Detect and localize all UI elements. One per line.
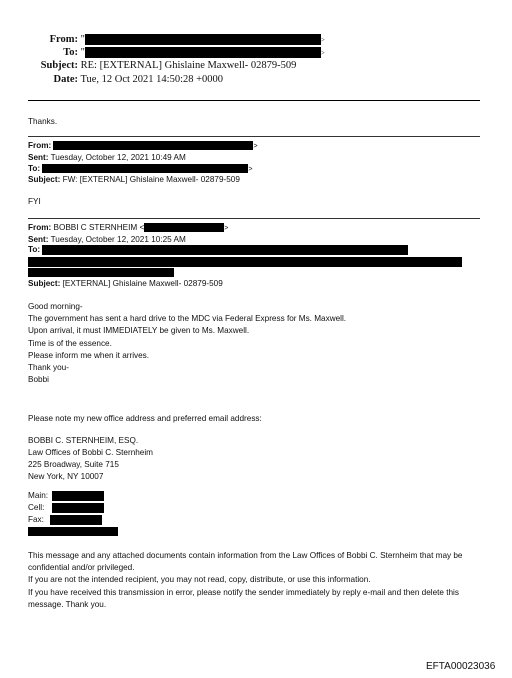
orig-subject: [EXTERNAL] Ghislaine Maxwell- 02879-509 [62, 279, 223, 288]
header-subject-row [40, 60, 296, 71]
header-to-label: To: [63, 47, 78, 58]
redaction-block [42, 245, 408, 255]
contact-cell-row [28, 503, 104, 513]
gt-symbol: > [320, 49, 325, 57]
disclaimer-line: If you are not the intended recipient, you may not read, copy, distribute, or use this information. [28, 575, 371, 585]
body-line: Good morning- [28, 302, 83, 311]
reply-to-row [28, 164, 253, 173]
orig-subject-row [28, 279, 223, 288]
signature-line: BOBBI C. STERNHEIM, ESQ. [28, 436, 139, 445]
reply-subject-label: Subject: [28, 175, 61, 184]
body-line: The government has sent a hard drive to the MDC via Federal Express for Ms. Maxwell. [28, 314, 347, 324]
contact-fax-label: Fax: [28, 515, 44, 525]
body-line: Please inform me when it arrives. [28, 350, 150, 360]
orig-sent-label: Sent: [28, 235, 49, 244]
reply-sent: Tuesday, October 12, 2021 10:49 AM [50, 153, 186, 162]
redaction-block [52, 491, 104, 501]
body-line: Upon arrival, it must IMMEDIATELY be given to Ms. Maxwell. [28, 326, 250, 336]
orig-from-label: From: [28, 223, 52, 232]
gt-symbol: > [224, 225, 229, 232]
office-note: Please note my new office address and preferred email address: [28, 414, 262, 423]
reply-fyi: FYI [28, 197, 41, 206]
body-line: Bobbi [28, 375, 49, 385]
disclaimer-line: confidential and/or privileged. [28, 563, 135, 573]
orig-to-label: To: [28, 245, 41, 255]
contact-email-row [28, 527, 118, 536]
reply-to-label: To: [28, 164, 41, 173]
header-from-label: From: [49, 34, 78, 45]
reply-body: Thanks. [28, 117, 58, 126]
redaction-block [52, 503, 104, 513]
orig-from-name: BOBBI C STERNHEIM < [53, 223, 145, 232]
orig-to-row [28, 245, 408, 255]
header-from-prefix: " [80, 34, 85, 45]
redaction-block [50, 515, 102, 525]
header-divider [28, 100, 480, 101]
signature-line: Law Offices of Bobbi C. Sternheim [28, 448, 153, 457]
header-to-prefix: " [80, 47, 85, 58]
redaction-block [28, 257, 462, 267]
document-id: EFTA00023036 [426, 661, 496, 672]
contact-fax-row [28, 515, 102, 525]
orig-subject-label: Subject: [28, 279, 61, 288]
header-subject: RE: [EXTERNAL] Ghislaine Maxwell- 02879-509 [80, 60, 297, 71]
reply-sent-label: Sent: [28, 153, 49, 162]
reply-divider [28, 136, 480, 137]
orig-body [28, 301, 346, 386]
reply-from-label: From: [28, 141, 52, 150]
signature-line: New York, NY 10007 [28, 472, 104, 481]
orig-sent-row [28, 235, 186, 244]
contact-main-row [28, 491, 104, 501]
redaction-block [28, 268, 174, 277]
redaction-block [28, 527, 118, 536]
header-from-row [40, 34, 325, 45]
body-line: Thank you- [28, 363, 69, 373]
redaction-block [85, 47, 321, 58]
disclaimer-line: message. Thank you. [28, 599, 107, 609]
disclaimer-line: This message and any attached documents contain information from the Law Offices of Bobbi C. Sternheim that may be [28, 551, 463, 560]
header-date-label: Date: [53, 74, 78, 85]
gt-symbol: > [248, 166, 253, 173]
reply-subject: FW: [EXTERNAL] Ghislaine Maxwell- 02879-509 [62, 175, 240, 184]
orig-sent: Tuesday, October 12, 2021 10:25 AM [50, 235, 186, 244]
redaction-block [85, 34, 321, 45]
redaction-block [144, 223, 224, 232]
reply-from-row [28, 141, 258, 150]
body-line: Time is of the essence. [28, 338, 112, 348]
original-divider [28, 218, 480, 219]
orig-to-overflow-row [28, 257, 462, 267]
gt-symbol: > [253, 143, 258, 150]
disclaimer-line: If you have received this transmission in error, please notify the sender immediately by reply e-mail and then delete this [28, 587, 459, 597]
gt-symbol: > [320, 36, 325, 44]
disclaimer [28, 550, 462, 611]
signature-line: 225 Broadway, Suite 715 [28, 460, 119, 469]
header-subject-label: Subject: [40, 60, 78, 71]
orig-from-row [28, 223, 228, 232]
header-to-row [40, 47, 325, 58]
contact-main-label: Main: [28, 491, 49, 501]
redaction-block [42, 164, 248, 173]
contact-cell-label: Cell: [28, 503, 45, 513]
orig-to-overflow-row-2 [28, 268, 174, 277]
reply-sent-row [28, 153, 186, 162]
header-date-row [40, 74, 223, 85]
header-date: Tue, 12 Oct 2021 14:50:28 +0000 [80, 74, 224, 85]
reply-subject-row [28, 175, 240, 184]
redaction-block [53, 141, 253, 150]
signature-block [28, 435, 153, 483]
